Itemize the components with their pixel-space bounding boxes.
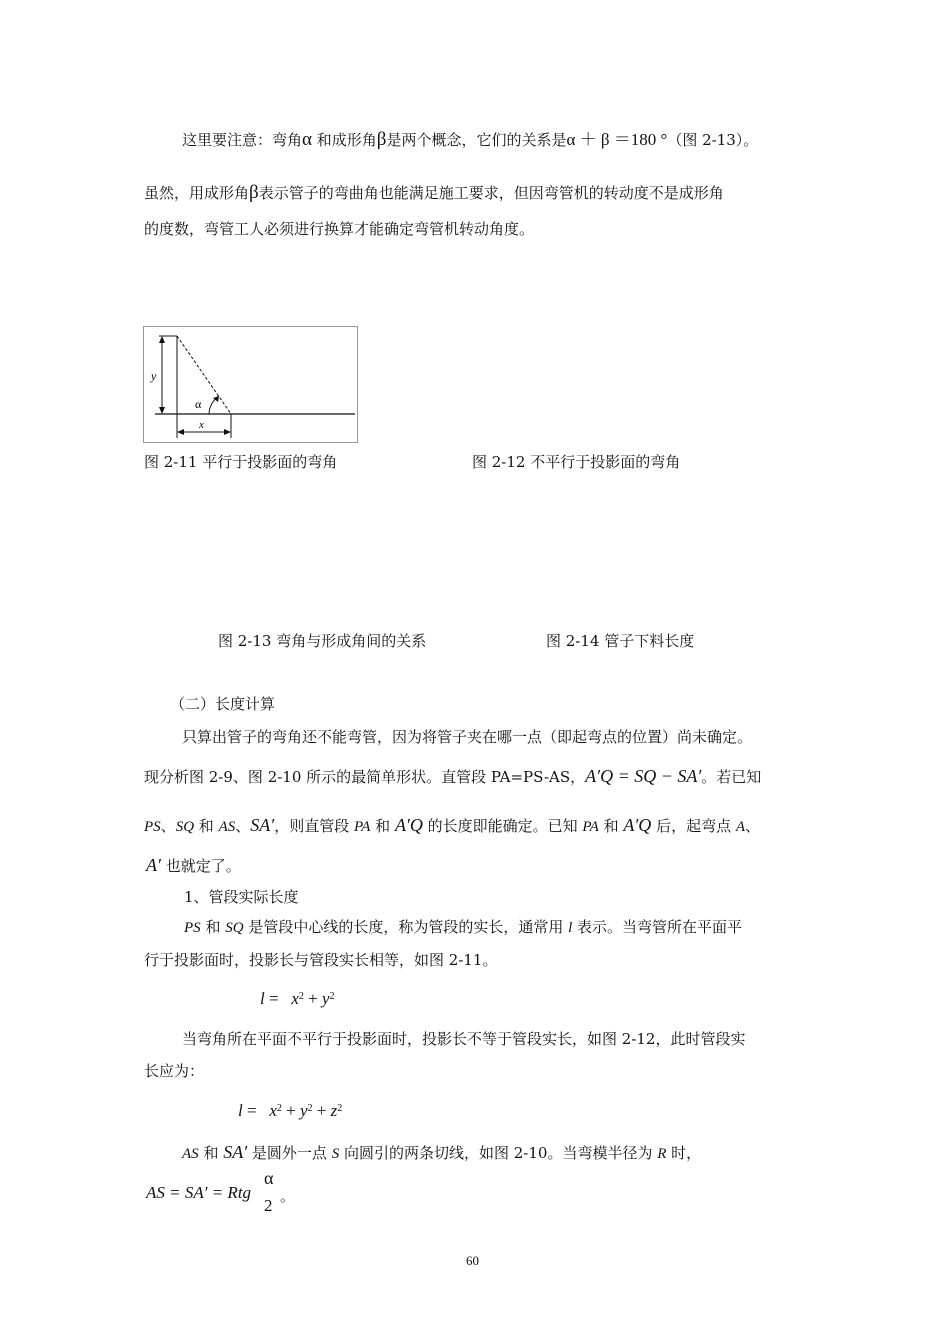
math-sa-prime: SA′: [250, 815, 275, 835]
text: 和: [370, 817, 395, 835]
fraction-denominator: 2: [264, 1196, 273, 1215]
math-pa: PA: [582, 819, 599, 835]
section-heading: （二）长度计算: [170, 695, 276, 713]
text: 和: [194, 817, 219, 835]
exponent: 2: [307, 1103, 313, 1114]
exponent: 2: [276, 1103, 282, 1114]
math-r: R: [657, 1146, 667, 1162]
math-x: x: [291, 989, 299, 1008]
math-as: AS: [218, 819, 236, 835]
label-y: y: [151, 369, 157, 383]
text: 这里要注意：弯角: [182, 131, 303, 149]
page-number: 60: [466, 1253, 479, 1268]
equation-tangent-length: [146, 1168, 346, 1218]
caption-fig-2-11: 图 2-11 平行于投影面的弯角: [144, 453, 338, 471]
math-equals: =: [264, 989, 283, 1008]
math-y: y: [321, 989, 330, 1008]
math-sa-prime: SA′: [223, 1142, 248, 1162]
figure-frame: [144, 327, 358, 443]
figure-2-11-diagram: [143, 326, 359, 444]
math-ps: PS: [144, 819, 161, 835]
text: 和成形角: [311, 131, 377, 149]
text: 。: [280, 1187, 296, 1205]
text: 、: [160, 817, 176, 835]
text: （图 2-13）。: [667, 131, 759, 149]
para2-line2: [144, 767, 761, 785]
para3-line1: [184, 920, 742, 936]
equation-length-2d: [260, 990, 335, 1008]
arrowhead-down: [159, 407, 165, 414]
subsection-heading: 1、管段实际长度: [184, 888, 299, 906]
text: 和: [598, 817, 624, 835]
math-s: S: [331, 1146, 340, 1162]
caption-fig-2-12: 图 2-12 不平行于投影面的弯角: [472, 453, 681, 471]
arrowhead-left: [177, 429, 184, 435]
para3-line2: 行于投影面时，投影长与管段实长相等，如图 2-11。: [144, 951, 498, 969]
math-aq-prime: A′Q: [394, 815, 423, 835]
para2-line3: [144, 816, 760, 835]
equation-length-3d: [238, 1102, 342, 1120]
text: 虽然，用成形角: [144, 184, 250, 202]
para1-line2: [144, 183, 724, 202]
para4-line1: 当弯角所在平面不平行于投影面时，投影长不等于管段实长，如图 2-12，此时管段实: [182, 1030, 746, 1048]
math-l: l: [238, 1101, 243, 1120]
math-pa: PA: [353, 819, 371, 835]
text: 和: [200, 918, 226, 936]
beta-symbol: β: [376, 129, 387, 150]
math-a: A: [735, 819, 746, 835]
angle-relation-equation: α ＋ β ＝180 °: [566, 130, 668, 149]
beta-symbol: β: [249, 182, 259, 203]
text: 表示管子的弯曲角也能满足施工要求，但因弯管机的转动度不是成形角: [258, 184, 724, 202]
text: 时，: [666, 1144, 702, 1162]
para2-line4: [146, 856, 241, 874]
alpha-symbol: α: [302, 129, 312, 150]
text: 是两个概念，它们的关系是: [386, 131, 567, 149]
math-plus: +: [281, 1101, 300, 1120]
equation-aq: A′Q = SQ − SA′: [585, 766, 702, 786]
text: 现分析图 2-9、图 2-10 所示的最简单形状。直管段 PA=PS-AS，: [144, 768, 586, 786]
text: ，则直管段: [274, 817, 354, 835]
math-lhs: AS = SA′ = Rtg: [146, 1183, 252, 1202]
para1-line1: [182, 130, 758, 149]
para4-line2: 长应为：: [144, 1062, 205, 1080]
exponent: 2: [298, 991, 304, 1002]
math-aq-prime: A′Q: [623, 815, 652, 835]
math-l: l: [260, 989, 265, 1008]
caption-fig-2-14: 图 2-14 管子下料长度: [546, 632, 695, 650]
text: 和: [198, 1144, 224, 1162]
para1-line3: 的度数，弯管工人必须进行换算才能确定弯管机转动角度。: [144, 220, 535, 238]
pipe-slanted-segment: [177, 336, 231, 414]
text: 、: [745, 817, 761, 835]
text: 表示。当弯管所在平面平: [572, 918, 743, 936]
text: 向圆引的两条切线，如图 2-10。当弯模半径为: [339, 1144, 658, 1162]
para5-line1: [182, 1143, 701, 1162]
math-y: y: [299, 1101, 308, 1120]
arrowhead-right: [224, 429, 231, 435]
text: 、: [235, 817, 251, 835]
fraction-numerator: α: [264, 1168, 274, 1188]
arrowhead-up: [159, 336, 165, 343]
text: 是圆外一点: [247, 1144, 332, 1162]
math-equals: =: [242, 1101, 261, 1120]
math-ps: PS: [184, 920, 201, 936]
math-plus: +: [303, 989, 322, 1008]
math-as: AS: [182, 1146, 199, 1162]
math-sq: SQ: [175, 819, 195, 835]
text: 也就定了。: [160, 857, 241, 875]
text: 。若已知: [701, 768, 762, 786]
math-plus: +: [312, 1101, 331, 1120]
caption-fig-2-13: 图 2-13 弯角与形成角间的关系: [218, 632, 427, 650]
math-z: z: [330, 1101, 338, 1120]
math-x: x: [269, 1101, 277, 1120]
math-a-prime: A′: [146, 855, 161, 875]
label-x: x: [199, 419, 204, 431]
text: 的长度即能确定。已知: [422, 817, 583, 835]
math-sq: SQ: [225, 920, 244, 936]
text: 是管段中心线的长度，称为管段的实长，通常用: [243, 918, 569, 936]
label-alpha: α: [195, 397, 202, 411]
exponent: 2: [329, 991, 335, 1002]
exponent: 2: [337, 1103, 343, 1114]
math-l: l: [568, 920, 573, 936]
text: 后，起弯点: [651, 817, 736, 835]
para2-line1: 只算出管子的弯角还不能弯管，因为将管子夹在哪一点（即起弯点的位置）尚未确定。: [182, 728, 753, 746]
